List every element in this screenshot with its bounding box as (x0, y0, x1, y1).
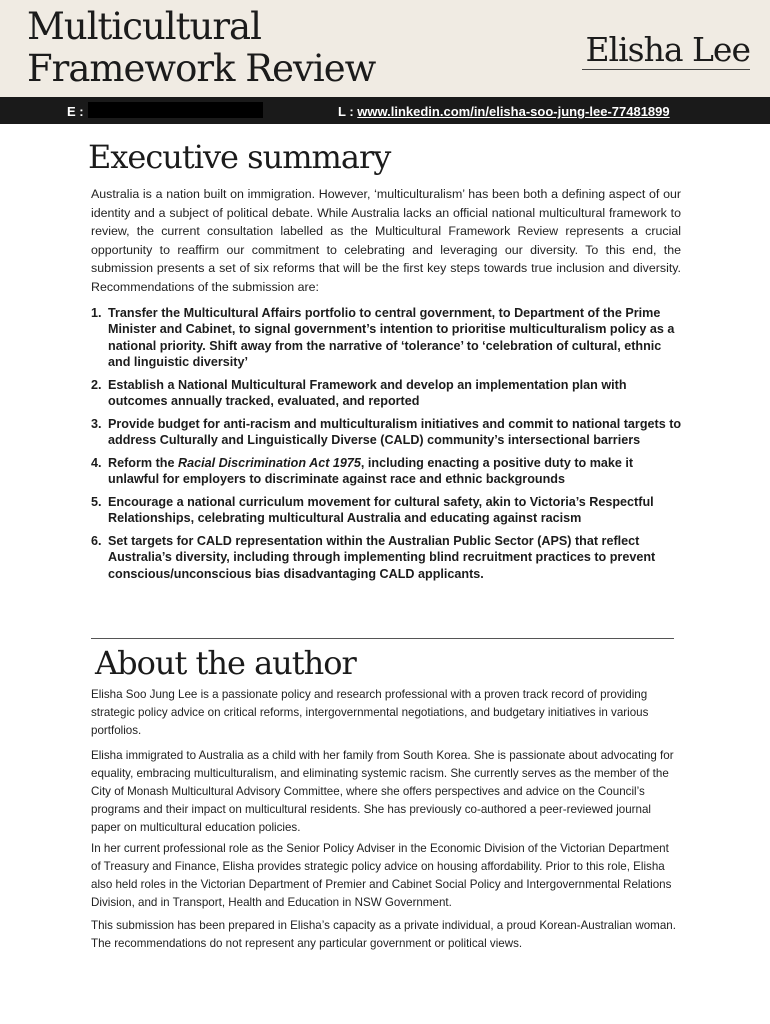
email-redaction (88, 102, 263, 118)
recommendation-number: 4. (91, 455, 102, 470)
linkedin-contact (338, 104, 670, 119)
linkedin-link[interactable]: www.linkedin.com/in/elisha-soo-jung-lee-77481899 (357, 104, 670, 119)
act-title: Racial Discrimination Act 1975 (177, 455, 361, 470)
section-divider (91, 638, 674, 639)
recommendation-text: Set targets for CALD representation within the Australian Public Sector (APS) that reflect Australia’s diversity, including through implementing blind recruitment practices to prevent conscious/unconscious bias disadvantaging CALD applicants. (108, 534, 656, 581)
recommendation-text: Establish a National Multicultural Framework and develop an implementation plan with outcomes annually tracked, evaluated, and reported (108, 377, 627, 408)
recommendation-text: Transfer the Multicultural Affairs portfolio to central government, to Department of the Prime Minister and Cabinet, to signal government’s intention to prioritise multiculturalism policy as a national priority. Shift away from the narrative of ‘tolerance’ to ‘celebration of cultural, ethnic and linguistic diversity’ (108, 306, 675, 369)
recommendation-text-post: , including enacting a positive duty to make it unlawful for employers to discriminate against race and ethnic backgrounds (108, 455, 634, 487)
recommendation-number: 2. (91, 377, 102, 392)
recommendation-item (91, 305, 686, 370)
recommendation-text: Provide budget for anti-racism and multiculturalism initiatives and commit to national targets to address Culturally and Linguistically Diverse (CALD) community’s intersectional barriers (108, 416, 682, 448)
recommendation-item (91, 455, 686, 488)
executive-summary-intro: Australia is a nation built on immigration. However, ‘multiculturalism’ has been both a defining aspect of our identity and a subject of political debate. While Australia lacks an official national multicultural framework to review, the current consultation labelled as the Multicultural Framework Review represents a crucial opportunity to reaffirm our commitment to celebrating and leveraging our diversity. To this end, the submission presents a set of six reforms that will be the first key steps towards true inclusion and diversity. Recommendations of the submission are: (91, 187, 681, 294)
about-paragraph: Elisha Soo Jung Lee is a passionate policy and research professional with a proven track record of providing strategic policy advice on critical reforms, intergovernmental negotiations, and budgetary initiatives in various portfolios. (91, 688, 649, 737)
recommendation-item (91, 494, 686, 527)
recommendation-item (91, 377, 686, 410)
recommendations-list (91, 305, 686, 588)
title-line-2: Framework Review (27, 47, 376, 90)
recommendation-item (91, 533, 686, 582)
about-paragraph: This submission has been prepared in Elisha’s capacity as a private individual, a proud Korean-Australian woman. The recommendations do not represent any particular government or political views. (91, 919, 676, 950)
recommendation-number: 5. (91, 494, 102, 509)
recommendation-text (108, 456, 633, 486)
linkedin-label: L : (338, 104, 354, 119)
recommendation-item (91, 416, 686, 449)
title-line-1: Multicultural (27, 5, 261, 48)
recommendation-number: 1. (91, 306, 102, 320)
recommendation-number: 3. (91, 416, 102, 431)
author-name: Elisha Lee (585, 30, 750, 69)
about-paragraph: Elisha immigrated to Australia as a child with her family from South Korea. She is passionate about advocating for equality, embracing multiculturalism, and eliminating systemic racism. She currently serves as the member of the City of Monash Multicultural Advisory Committee, where she offers perspectives and advice on the Council’s programs and their impact on multicultural residents. She has previously co-authored a peer-reviewed journal paper on multicultural education policies. (91, 749, 674, 834)
executive-summary-heading: Executive summary (88, 138, 391, 176)
contact-bar (0, 97, 770, 124)
recommendation-text-pre: Reform the (108, 455, 178, 470)
document-title (27, 6, 375, 90)
about-paragraph: In her current professional role as the Senior Policy Adviser in the Economic Division of the Victorian Department of Treasury and Finance, Elisha provides strategic policy advice on housing affordability. Prior to this role, Elisha also held roles in the Victorian Department of Premier and Cabinet Social Policy and Intergovernmental Relations Division, and in Transport, Health and Education in NSW Government. (91, 842, 672, 909)
email-label: E : (67, 104, 84, 119)
recommendation-number: 6. (91, 534, 102, 549)
recommendation-text: Encourage a national curriculum movement for cultural safety, akin to Victoria’s Respectful Relationships, celebrating multicultural Australia and educating against racism (108, 494, 654, 526)
author-name-underline (582, 69, 750, 70)
header-banner (0, 0, 770, 97)
about-heading: About the author (95, 644, 356, 682)
